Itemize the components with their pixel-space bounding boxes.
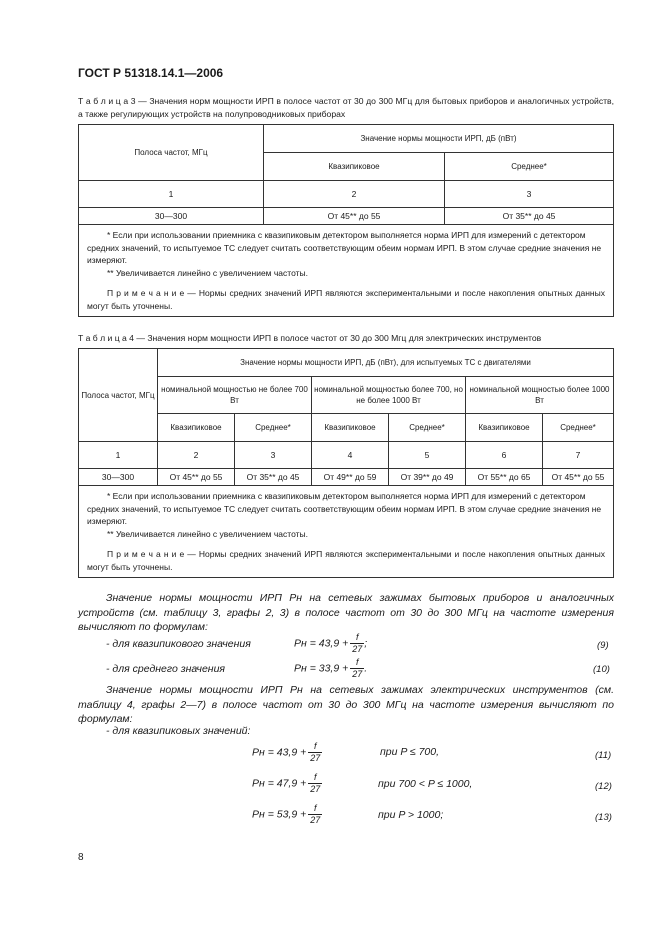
table3-cell: От 35** до 45 <box>445 208 614 225</box>
table3-remark <box>87 287 605 312</box>
table4-group: номинальной мощностью более 1000 Вт <box>466 377 614 414</box>
table4-caption-prefix: Т а б л и ц а <box>78 333 127 343</box>
fraction-denominator: 27 <box>352 669 363 679</box>
table3-notes <box>79 225 614 317</box>
table4 <box>78 348 614 578</box>
eq-number-13: (13) <box>595 812 612 823</box>
table4-group: номинальной мощностью более 700, но не более 1000 Вт <box>312 377 466 414</box>
table4-caption-text: 4 — Значения норм мощности ИРП в полосе частот от 30 до 300 Мгц для электрических инструментов <box>126 333 542 343</box>
table4-sub: Квазипиковое <box>466 414 543 442</box>
table4-sub: Среднее* <box>389 414 466 442</box>
fraction-numerator: f <box>308 741 322 753</box>
formula-10 <box>294 657 367 680</box>
table4-num: 4 <box>312 442 389 469</box>
formula-9-lhs: Pн = 43,9 + <box>294 637 349 650</box>
table4-sub: Квазипиковое <box>312 414 389 442</box>
table4-num: 2 <box>158 442 235 469</box>
table3-num: 2 <box>264 181 445 208</box>
formula-11-lhs: Pн = 43,9 + <box>252 746 307 759</box>
table3-caption <box>78 95 614 121</box>
fraction <box>308 772 322 795</box>
table4-cell: От 45** до 55 <box>543 469 614 486</box>
table3-col-norm: Значение нормы мощности ИРП, дБ (пВт) <box>264 125 614 153</box>
table4-note2: ** Увеличивается линейно с увеличением частоты. <box>107 528 308 539</box>
table3-cell: От 45** до 55 <box>264 208 445 225</box>
label-qps: - для квазипиковых значений: <box>106 725 251 737</box>
formula-10-lhs: Pн = 33,9 + <box>294 662 349 675</box>
table4-sub: Среднее* <box>235 414 312 442</box>
eq-number-10: (10) <box>593 664 610 675</box>
table4-cell: 30—300 <box>79 469 158 486</box>
eq-number-9: (9) <box>597 640 609 651</box>
standard-header: ГОСТ Р 51318.14.1—2006 <box>78 66 224 80</box>
formula-13-lhs: Pн = 53,9 + <box>252 808 307 821</box>
fraction <box>308 803 322 826</box>
table3-caption-prefix: Т а б л и ц а <box>78 96 129 106</box>
table4-note1: * Если при использовании приемника с квазипиковым детектором выполняется норма ИРП для измерений с детектором средних значений, то испытуемое ТС следует считать соответствующим обеим нормам ИРП. В этом случае средние значения не измеряют. <box>87 491 602 526</box>
eq-number-12: (12) <box>595 781 612 792</box>
table4-remark <box>87 548 605 573</box>
table3-note2: ** Увеличивается линейно с увеличением частоты. <box>107 267 308 278</box>
fraction-numerator: f <box>308 803 322 815</box>
condition-11: при P ≤ 700, <box>380 746 440 758</box>
table3-col-avg: Среднее* <box>445 153 614 181</box>
table3-remark-text: — Нормы средних значений ИРП являются экспериментальными и после накопления опытных данных могут быть уточнены. <box>87 288 605 311</box>
table4-num: 5 <box>389 442 466 469</box>
table3-note1: * Если при использовании приемника с квазипиковым детектором выполняется норма ИРП для измерений с детектором средних значений, то испытуемое ТС следует считать соответствующим обеим нормам ИРП. В этом случае средние значения не измеряют. <box>87 230 602 265</box>
table4-remark-text: — Нормы средних значений ИРП являются экспериментальными и после накопления опытных данных могут быть уточнены. <box>87 549 605 572</box>
fraction-denominator: 27 <box>352 644 363 654</box>
formula-12-lhs: Pн = 47,9 + <box>252 777 307 790</box>
table3-col-freq: Полоса частот, МГц <box>79 125 264 181</box>
table4-col-norm: Значение нормы мощности ИРП, дБ (пВт), для испытуемых ТС с двигателями <box>158 349 614 377</box>
fraction-denominator: 27 <box>310 815 321 825</box>
table4-cell: От 35** до 45 <box>235 469 312 486</box>
table3-num: 1 <box>79 181 264 208</box>
page-number: 8 <box>78 852 84 863</box>
table4-num: 3 <box>235 442 312 469</box>
table4-num: 6 <box>466 442 543 469</box>
formula-12 <box>252 772 322 795</box>
eq-number-11: (11) <box>595 750 612 761</box>
table4-group: номинальной мощностью не более 700 Вт <box>158 377 312 414</box>
fraction-numerator: f <box>350 632 364 644</box>
formula-13 <box>252 803 322 826</box>
condition-13: при P > 1000; <box>378 809 444 821</box>
label-avg: - для среднего значения <box>106 663 226 675</box>
paragraph-household: Значение нормы мощности ИРП Pн на сетевых зажимах бытовых приборов и аналогичных устройств (см. таблицу 3, графы 2, 3) в полосе частот от 30 до 300 МГц на частоте измерения вычисляют по формулам: <box>78 592 614 633</box>
fraction <box>350 657 364 680</box>
table3-cell: 30—300 <box>79 208 264 225</box>
table4-notes <box>79 486 614 578</box>
table4-col-freq: Полоса частот, МГц <box>79 349 158 442</box>
formula-11 <box>252 741 322 764</box>
table4-caption <box>78 332 614 345</box>
table3-col-qp: Квазипиковое <box>264 153 445 181</box>
table4-num: 1 <box>79 442 158 469</box>
paragraph-tools: Значение нормы мощности ИРП Pн на сетевых зажимах электрических инструментов (см. таблицу 4, графы 2—7) в полосе частот от 30 до 300 МГц на частоте измерения вычисляют по формулам: <box>78 684 614 725</box>
fraction <box>350 632 364 655</box>
table4-sub: Среднее* <box>543 414 614 442</box>
fraction-denominator: 27 <box>310 784 321 794</box>
table4-num: 7 <box>543 442 614 469</box>
table4-cell: От 39** до 49 <box>389 469 466 486</box>
label-qp: - для квазипикового значения <box>106 638 251 650</box>
fraction-numerator: f <box>308 772 322 784</box>
condition-12: при 700 < P ≤ 1000, <box>378 778 473 790</box>
fraction <box>308 741 322 764</box>
formula-9 <box>294 632 367 655</box>
formula-9-end: ; <box>364 637 368 650</box>
table4-cell: От 45** до 55 <box>158 469 235 486</box>
table3 <box>78 124 614 317</box>
formula-10-end: . <box>364 662 368 675</box>
table4-cell: От 55** до 65 <box>466 469 543 486</box>
fraction-denominator: 27 <box>310 753 321 763</box>
table4-cell: От 49** до 59 <box>312 469 389 486</box>
table4-remark-label: П р и м е ч а н и е <box>107 549 185 559</box>
table3-caption-text: 3 — Значения норм мощности ИРП в полосе частот от 30 до 300 МГц для бытовых приборов и аналогичных устройств, а также регулирующих устройств на полупроводниковых приборах <box>78 96 615 119</box>
table3-num: 3 <box>445 181 614 208</box>
table4-sub: Квазипиковое <box>158 414 235 442</box>
fraction-numerator: f <box>350 657 364 669</box>
table3-remark-label: П р и м е ч а н и е <box>107 288 185 298</box>
